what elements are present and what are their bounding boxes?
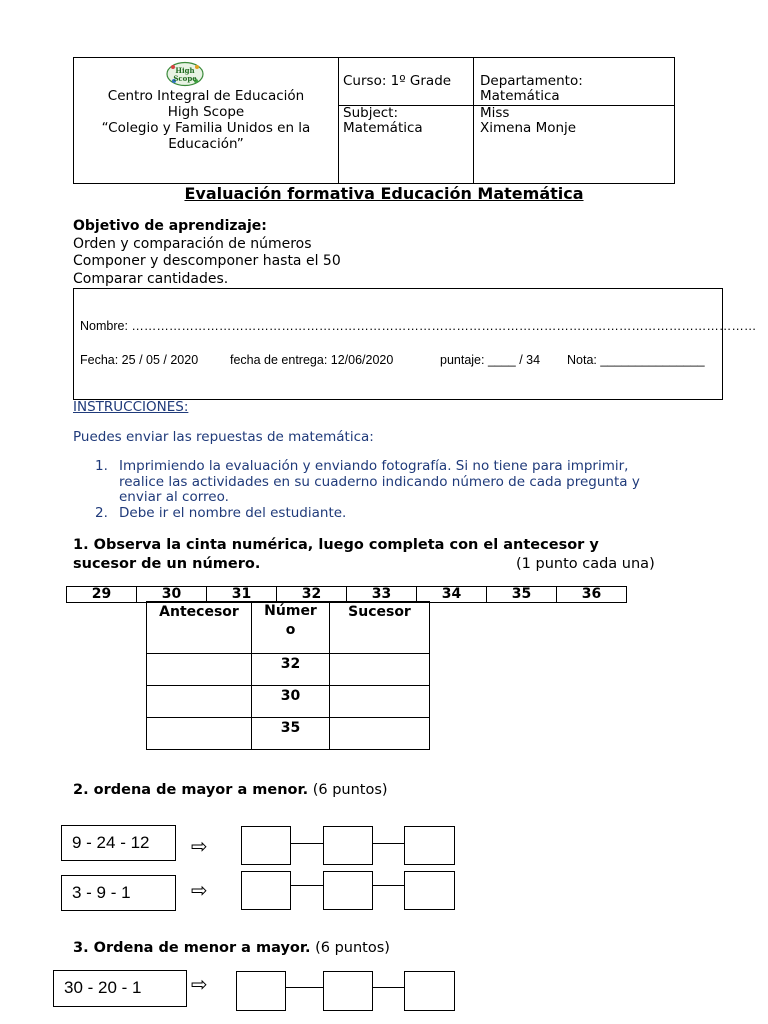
- student-info-box: [73, 288, 757, 400]
- connector-line: [286, 987, 323, 988]
- due-date-label: fecha de entrega: 12/06/2020: [230, 353, 394, 367]
- connector-line: [373, 843, 404, 844]
- department-label: Departamento:: [480, 73, 583, 89]
- tape-cell: 32: [277, 587, 347, 603]
- answer-box[interactable]: [323, 871, 373, 910]
- tape-cell: 30: [137, 587, 207, 603]
- tape-cell: 31: [207, 587, 277, 603]
- arrow-icon: ⇨: [191, 878, 208, 902]
- instructions-heading: INSTRUCCIONES:: [73, 399, 189, 415]
- question-1-points: (1 punto cada una): [516, 556, 655, 572]
- connector-line: [373, 885, 404, 886]
- connector-line: [291, 885, 323, 886]
- answer-box[interactable]: [236, 971, 286, 1011]
- number-sequence: 30 - 20 - 1: [53, 970, 187, 1007]
- header-antecesor: Antecesor: [147, 602, 252, 654]
- header-numero: Númer o: [252, 602, 330, 654]
- department-value: Matemática: [480, 88, 560, 104]
- answer-box[interactable]: [323, 971, 373, 1011]
- tape-cell: 29: [67, 587, 137, 603]
- antecesor-answer[interactable]: [147, 654, 252, 686]
- date-label: Fecha: 25 / 05 / 2020: [80, 353, 199, 367]
- arrow-icon: ⇨: [191, 834, 208, 858]
- number-sequence: 9 - 24 - 12: [61, 825, 176, 861]
- connector-line: [291, 843, 323, 844]
- tape-cell: 36: [557, 587, 627, 603]
- sucesor-answer[interactable]: [330, 686, 430, 718]
- table-number: 32: [252, 654, 330, 686]
- header-sucesor: Sucesor: [330, 602, 430, 654]
- answer-box[interactable]: [323, 826, 373, 865]
- name-field[interactable]: Nombre: ……………………………………………………………………………………………………………………………………: [80, 319, 757, 333]
- svg-text:Scope: Scope: [173, 74, 197, 83]
- teacher-title: Miss: [480, 105, 510, 121]
- school-cell: [74, 58, 339, 183]
- connector-line: [373, 987, 404, 988]
- list-item: 1. Imprimiendo la evaluación y enviando fotografía. Si no tiene para imprimir, realice las actividades en su cuaderno indicando número de cada pregunta y enviar al correo.: [95, 458, 640, 505]
- svg-text:High: High: [175, 66, 195, 75]
- arrow-icon: ⇨: [191, 972, 208, 996]
- answer-box[interactable]: [404, 826, 455, 865]
- tape-cell: 34: [417, 587, 487, 603]
- question-1: 1. Observa la cinta numérica, luego completa con el antecesor y sucesor de un número. (1 punto cada una): [73, 537, 655, 572]
- score-field[interactable]: puntaje: ____ / 34: [440, 353, 541, 367]
- predecessor-successor-table: [146, 601, 430, 750]
- question-3: 3. Ordena de menor a mayor. (6 puntos): [73, 940, 390, 956]
- sucesor-answer[interactable]: [330, 718, 430, 750]
- answer-box[interactable]: [241, 871, 291, 910]
- grade-field[interactable]: Nota: _______________: [567, 353, 705, 367]
- teacher-name: Ximena Monje: [480, 120, 577, 136]
- answer-box[interactable]: [404, 971, 455, 1011]
- answer-box[interactable]: [241, 826, 291, 865]
- subject-label: Subject:: [343, 105, 399, 121]
- department-cell: [473, 58, 674, 183]
- sucesor-answer[interactable]: [330, 654, 430, 686]
- tape-cell: 33: [347, 587, 417, 603]
- instructions-intro: Puedes enviar las repuestas de matemática:: [73, 429, 374, 445]
- header-table: [73, 57, 675, 184]
- page-title: Evaluación formativa Educación Matemática: [184, 184, 584, 203]
- table-number: 35: [252, 718, 330, 750]
- school-name: Centro Integral de Educación High Scope “Colegio y Familia Unidos en la Educación”: [101, 88, 311, 152]
- subject-value: Matemática: [343, 120, 423, 136]
- course-cell: [338, 58, 474, 183]
- table-number: 30: [252, 686, 330, 718]
- header-divider: [338, 105, 674, 106]
- antecesor-answer[interactable]: [147, 686, 252, 718]
- antecesor-answer[interactable]: [147, 718, 252, 750]
- course-label: Curso: 1º Grade: [343, 73, 452, 89]
- answer-box[interactable]: [404, 871, 455, 910]
- question-2: 2. ordena de mayor a menor. (6 puntos): [73, 782, 388, 798]
- tape-cell: 35: [487, 587, 557, 603]
- learning-objective: Objetivo de aprendizaje: Orden y comparación de números Componer y descomponer hasta el 50 Comparar cantidades.: [73, 218, 341, 287]
- list-item: 2. Debe ir el nombre del estudiante.: [95, 504, 347, 521]
- school-logo: [165, 61, 205, 87]
- number-sequence: 3 - 9 - 1: [61, 875, 176, 911]
- instructions-list: [95, 459, 695, 521]
